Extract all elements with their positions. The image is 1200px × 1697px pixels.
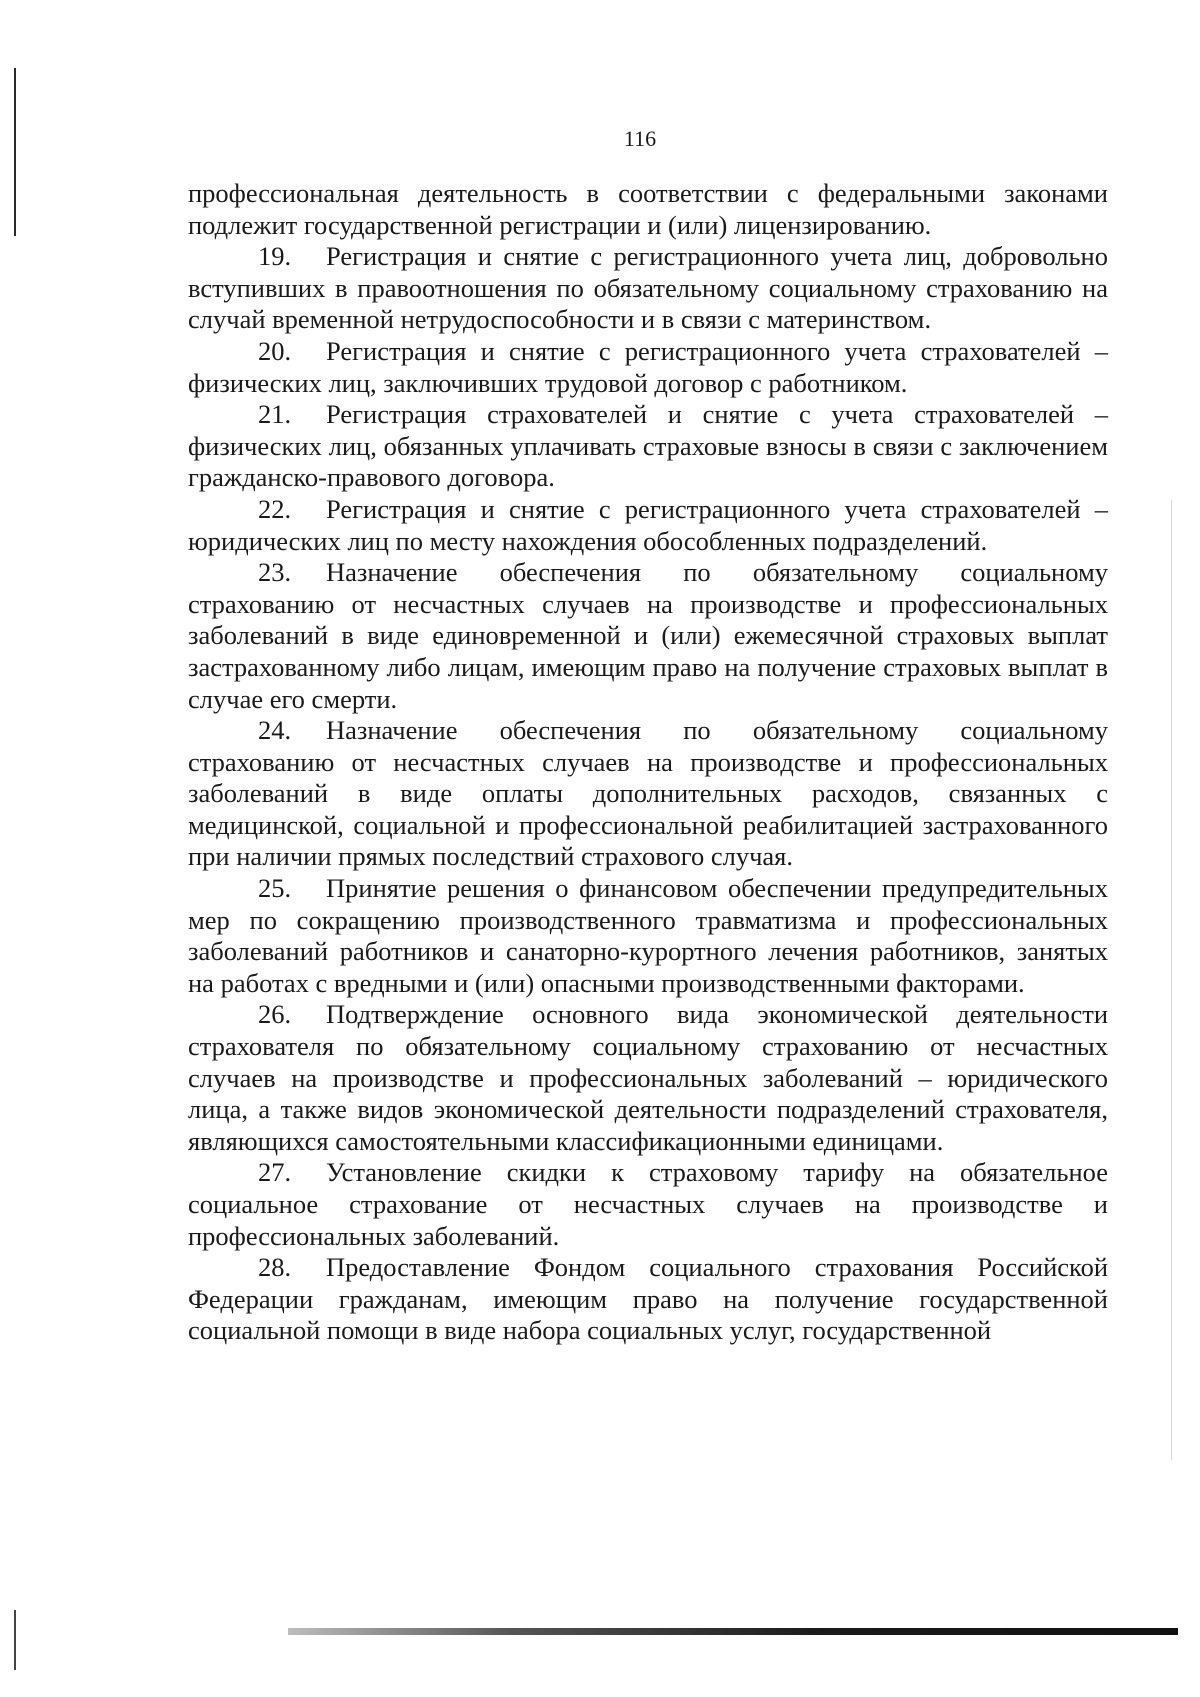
list-item-20 — [188, 336, 1108, 399]
list-item-25 — [188, 873, 1108, 999]
list-item-23 — [188, 557, 1108, 715]
item-number: 25. — [258, 873, 292, 904]
item-text: Установление скидки к страховому тарифу на обязательное социальное страхование от несчастных случаев на производстве и профессиональных заболеваний. — [188, 1157, 1108, 1251]
item-text: Регистрация и снятие с регистрационного учета лиц, добровольно вступивших в правоотношения по обязательному социальному страхованию на случай временной нетрудоспособности и в связи с материнством. — [188, 241, 1108, 335]
list-item-21 — [188, 399, 1108, 494]
list-item-19 — [188, 241, 1108, 336]
item-number: 21. — [258, 399, 292, 430]
item-number: 19. — [258, 241, 292, 272]
scan-edge-mark-lower — [14, 1610, 16, 1670]
item-text: Предоставление Фондом социального страхования Российской Федерации гражданам, имеющим право на получение государственной социальной помощи в виде набора социальных услуг, государственной — [188, 1252, 1108, 1346]
item-number: 26. — [258, 999, 292, 1030]
item-number: 28. — [258, 1252, 292, 1283]
list-item-28 — [188, 1252, 1108, 1347]
item-number: 27. — [258, 1157, 292, 1188]
item-text: Назначение обеспечения по обязательному социальному страхованию от несчастных случаев на производстве и профессиональных заболеваний в виде оплаты дополнительных расходов, связанных с медицинской, социальной и профессиональной реабилитацией застрахованного при наличии прямых последствий страхового случая. — [188, 715, 1108, 872]
item-text: Регистрация страхователей и снятие с учета страхователей – физических лиц, обязанных уплачивать страховые взносы в связи с заключением гражданско-правового договора. — [188, 399, 1108, 493]
list-item-22 — [188, 494, 1108, 557]
scan-edge-mark-right — [1171, 500, 1172, 1460]
list-item-24 — [188, 715, 1108, 873]
item-number: 24. — [258, 715, 292, 746]
list-item-26 — [188, 999, 1108, 1157]
intro-paragraph: профессиональная деятельность в соответствии с федеральными законами подлежит государственной регистрации и (или) лицензированию. — [188, 178, 1108, 240]
page-number: 116 — [623, 126, 657, 151]
item-text: Принятие решения о финансовом обеспечении предупредительных мер по сокращению производственного травматизма и профессиональных заболеваний работников и санаторно-курортного лечения работников, занятых на работах с вредными и (или) опасными производственными факторами. — [188, 873, 1108, 998]
scan-bottom-rule — [288, 1628, 1178, 1635]
item-text: Регистрация и снятие с регистрационного учета страхователей – физических лиц, заключивших трудовой договор с работником. — [188, 335, 1108, 398]
list-item-27 — [188, 1157, 1108, 1252]
item-text: Подтверждение основного вида экономической деятельности страхователя по обязательному социальному страхованию от несчастных случаев на производстве и профессиональных заболеваний – юридического лица, а также видов экономической деятельности подразделений страхователя, являющихся самостоятельными классификационными единицами. — [188, 999, 1108, 1156]
item-number: 23. — [258, 557, 292, 588]
item-number: 20. — [258, 335, 292, 366]
item-number: 22. — [258, 493, 292, 524]
document-text — [188, 178, 1108, 1347]
item-text: Регистрация и снятие с регистрационного учета страхователей – юридических лиц по месту нахождения обособленных подразделений. — [188, 493, 1108, 556]
item-text: Назначение обеспечения по обязательному социальному страхованию от несчастных случаев на производстве и профессиональных заболеваний в виде единовременной и (или) ежемесячной страховых выплат застрахованному либо лицам, имеющим право на получение страховых выплат в случае его смерти. — [188, 557, 1108, 714]
